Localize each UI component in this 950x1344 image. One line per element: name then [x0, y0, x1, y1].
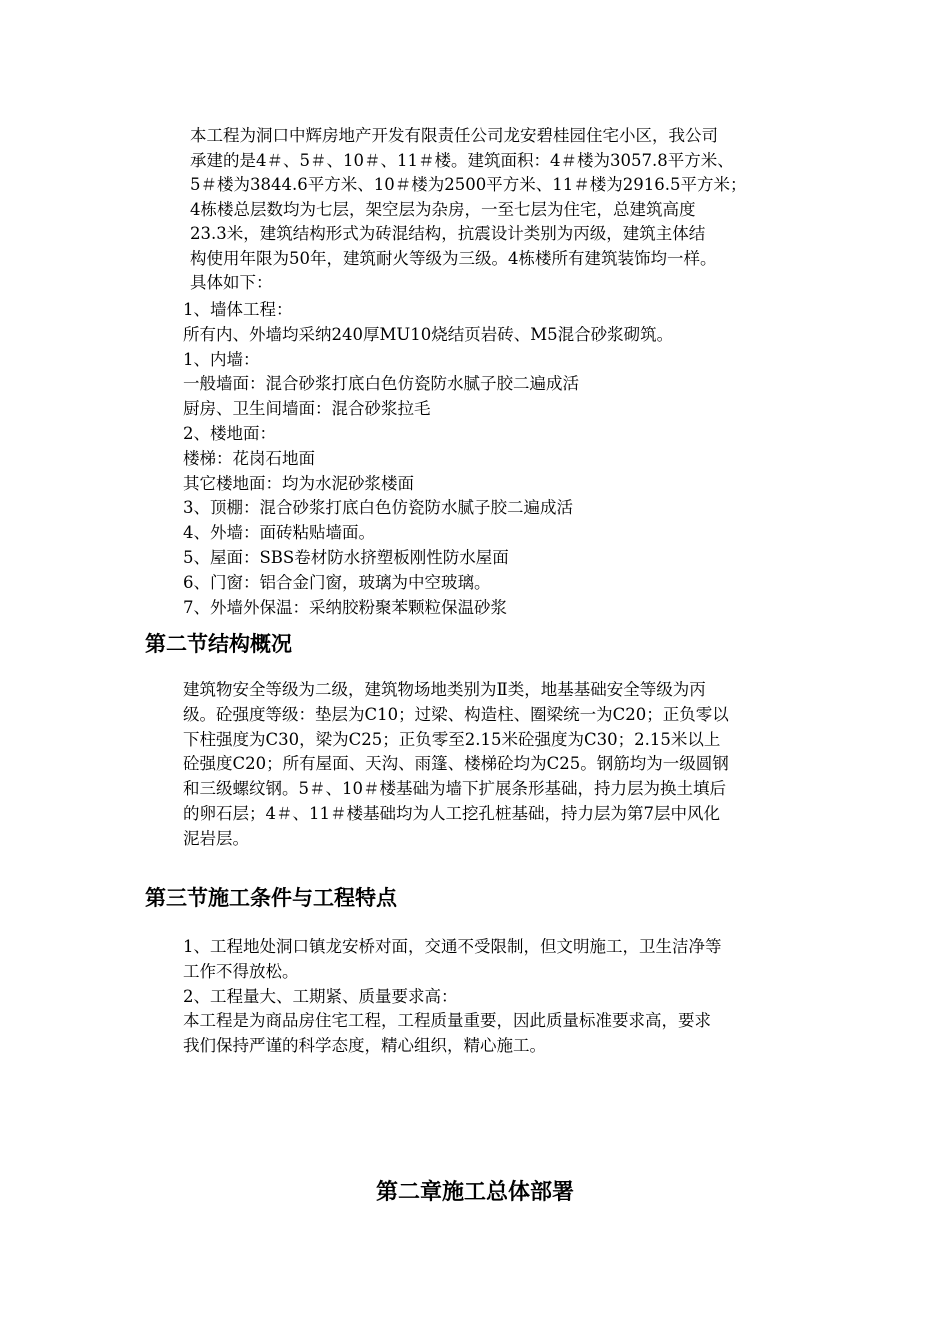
paragraph-line: 23.3米，建筑结构形式为砖混结构，抗震设计类别为丙级，建筑主体结	[190, 224, 706, 243]
paragraph-line: 2、工程量大、工期紧、质量要求高：	[183, 986, 458, 1006]
paragraph-line: 工作不得放松。	[183, 961, 299, 981]
list-item: 3、顶棚：混合砂浆打底白色仿瓷防水腻子胶二遍成活	[183, 498, 573, 518]
list-item: 楼梯：花岗石地面	[183, 448, 315, 468]
paragraph-line: 1、工程地处洞口镇龙安桥对面，交通不受限制，但文明施工，卫生洁净等	[183, 937, 722, 956]
list-item: 2、楼地面：	[183, 423, 276, 443]
list-item: 6、门窗：铝合金门窗，玻璃为中空玻璃。	[183, 572, 491, 592]
paragraph-line: 砼强度C20；所有屋面、天沟、雨篷、楼梯砼均为C25。钢筋均为一级圆钢	[183, 754, 729, 774]
paragraph-line: 我们保持严谨的科学态度，精心组织，精心施工。	[183, 1036, 546, 1056]
paragraph-line: 5＃楼为3844.6平方米、10＃楼为2500平方米、11＃楼为2916.5平方米；	[190, 175, 747, 194]
list-item: 所有内、外墙均采纳240厚MU10烧结页岩砖、M5混合砂浆砌筑。	[183, 324, 674, 344]
paragraph-line: 本工程为洞口中辉房地产开发有限责任公司龙安碧桂园住宅小区，我公司	[190, 126, 718, 145]
list-item: 其它楼地面：均为水泥砂浆楼面	[183, 473, 414, 493]
paragraph-line: 级。砼强度等级：垫层为C10；过梁、构造柱、圈梁统一为C20；正负零以	[183, 704, 729, 724]
list-item: 1、墙体工程：	[183, 300, 293, 319]
list-item: 一般墙面：混合砂浆打底白色仿瓷防水腻子胶二遍成活	[183, 374, 579, 394]
list-item: 7、外墙外保温：采纳胶粉聚苯颗粒保温砂浆	[183, 597, 507, 617]
paragraph-line: 的卵石层；4＃、11＃楼基础均为人工挖孔桩基础，持力层为第7层中风化	[183, 803, 720, 823]
paragraph-line: 具体如下：	[190, 273, 273, 292]
finishes-list	[183, 298, 833, 620]
chapter-title: 第二章施工总体部署	[375, 1180, 574, 1205]
paragraph-line: 建筑物安全等级为二级，建筑物场地类别为Ⅱ类，地基基础安全等级为丙	[183, 680, 706, 699]
project-overview-paragraph	[190, 124, 830, 296]
list-item: 5、屋面：SBS卷材防水挤塑板刚性防水屋面	[183, 547, 509, 567]
paragraph-line: 构使用年限为50年，建筑耐火等级为三级。4栋楼所有建筑装饰均一样。	[190, 248, 717, 268]
list-item: 厨房、卫生间墙面：混合砂浆拉毛	[183, 399, 431, 419]
paragraph-line: 泥岩层。	[183, 828, 249, 848]
paragraph-line: 本工程是为商品房住宅工程，工程质量重要，因此质量标准要求高，要求	[183, 1011, 711, 1031]
paragraph-line: 承建的是4＃、5＃、10＃、11＃楼。建筑面积：4＃楼为3057.8平方米、	[190, 150, 734, 170]
paragraph-line: 下柱强度为C30，梁为C25；正负零至2.15米砼强度为C30；2.15米以上	[183, 729, 721, 749]
structure-paragraph	[183, 678, 833, 852]
conditions-paragraph	[183, 935, 833, 1059]
paragraph-line: 和三级螺纹钢。5＃、10＃楼基础为墙下扩展条形基础，持力层为换土填后	[183, 779, 726, 799]
list-item: 1、内墙：	[183, 349, 260, 369]
paragraph-line: 4栋楼总层数均为七层，架空层为杂房，一至七层为住宅，总建筑高度	[190, 199, 696, 219]
section-heading-structure: 第二节结构概况	[145, 632, 292, 656]
list-item: 4、外墙：面砖粘贴墙面。	[183, 523, 375, 543]
section-heading-conditions: 第三节施工条件与工程特点	[145, 886, 397, 910]
